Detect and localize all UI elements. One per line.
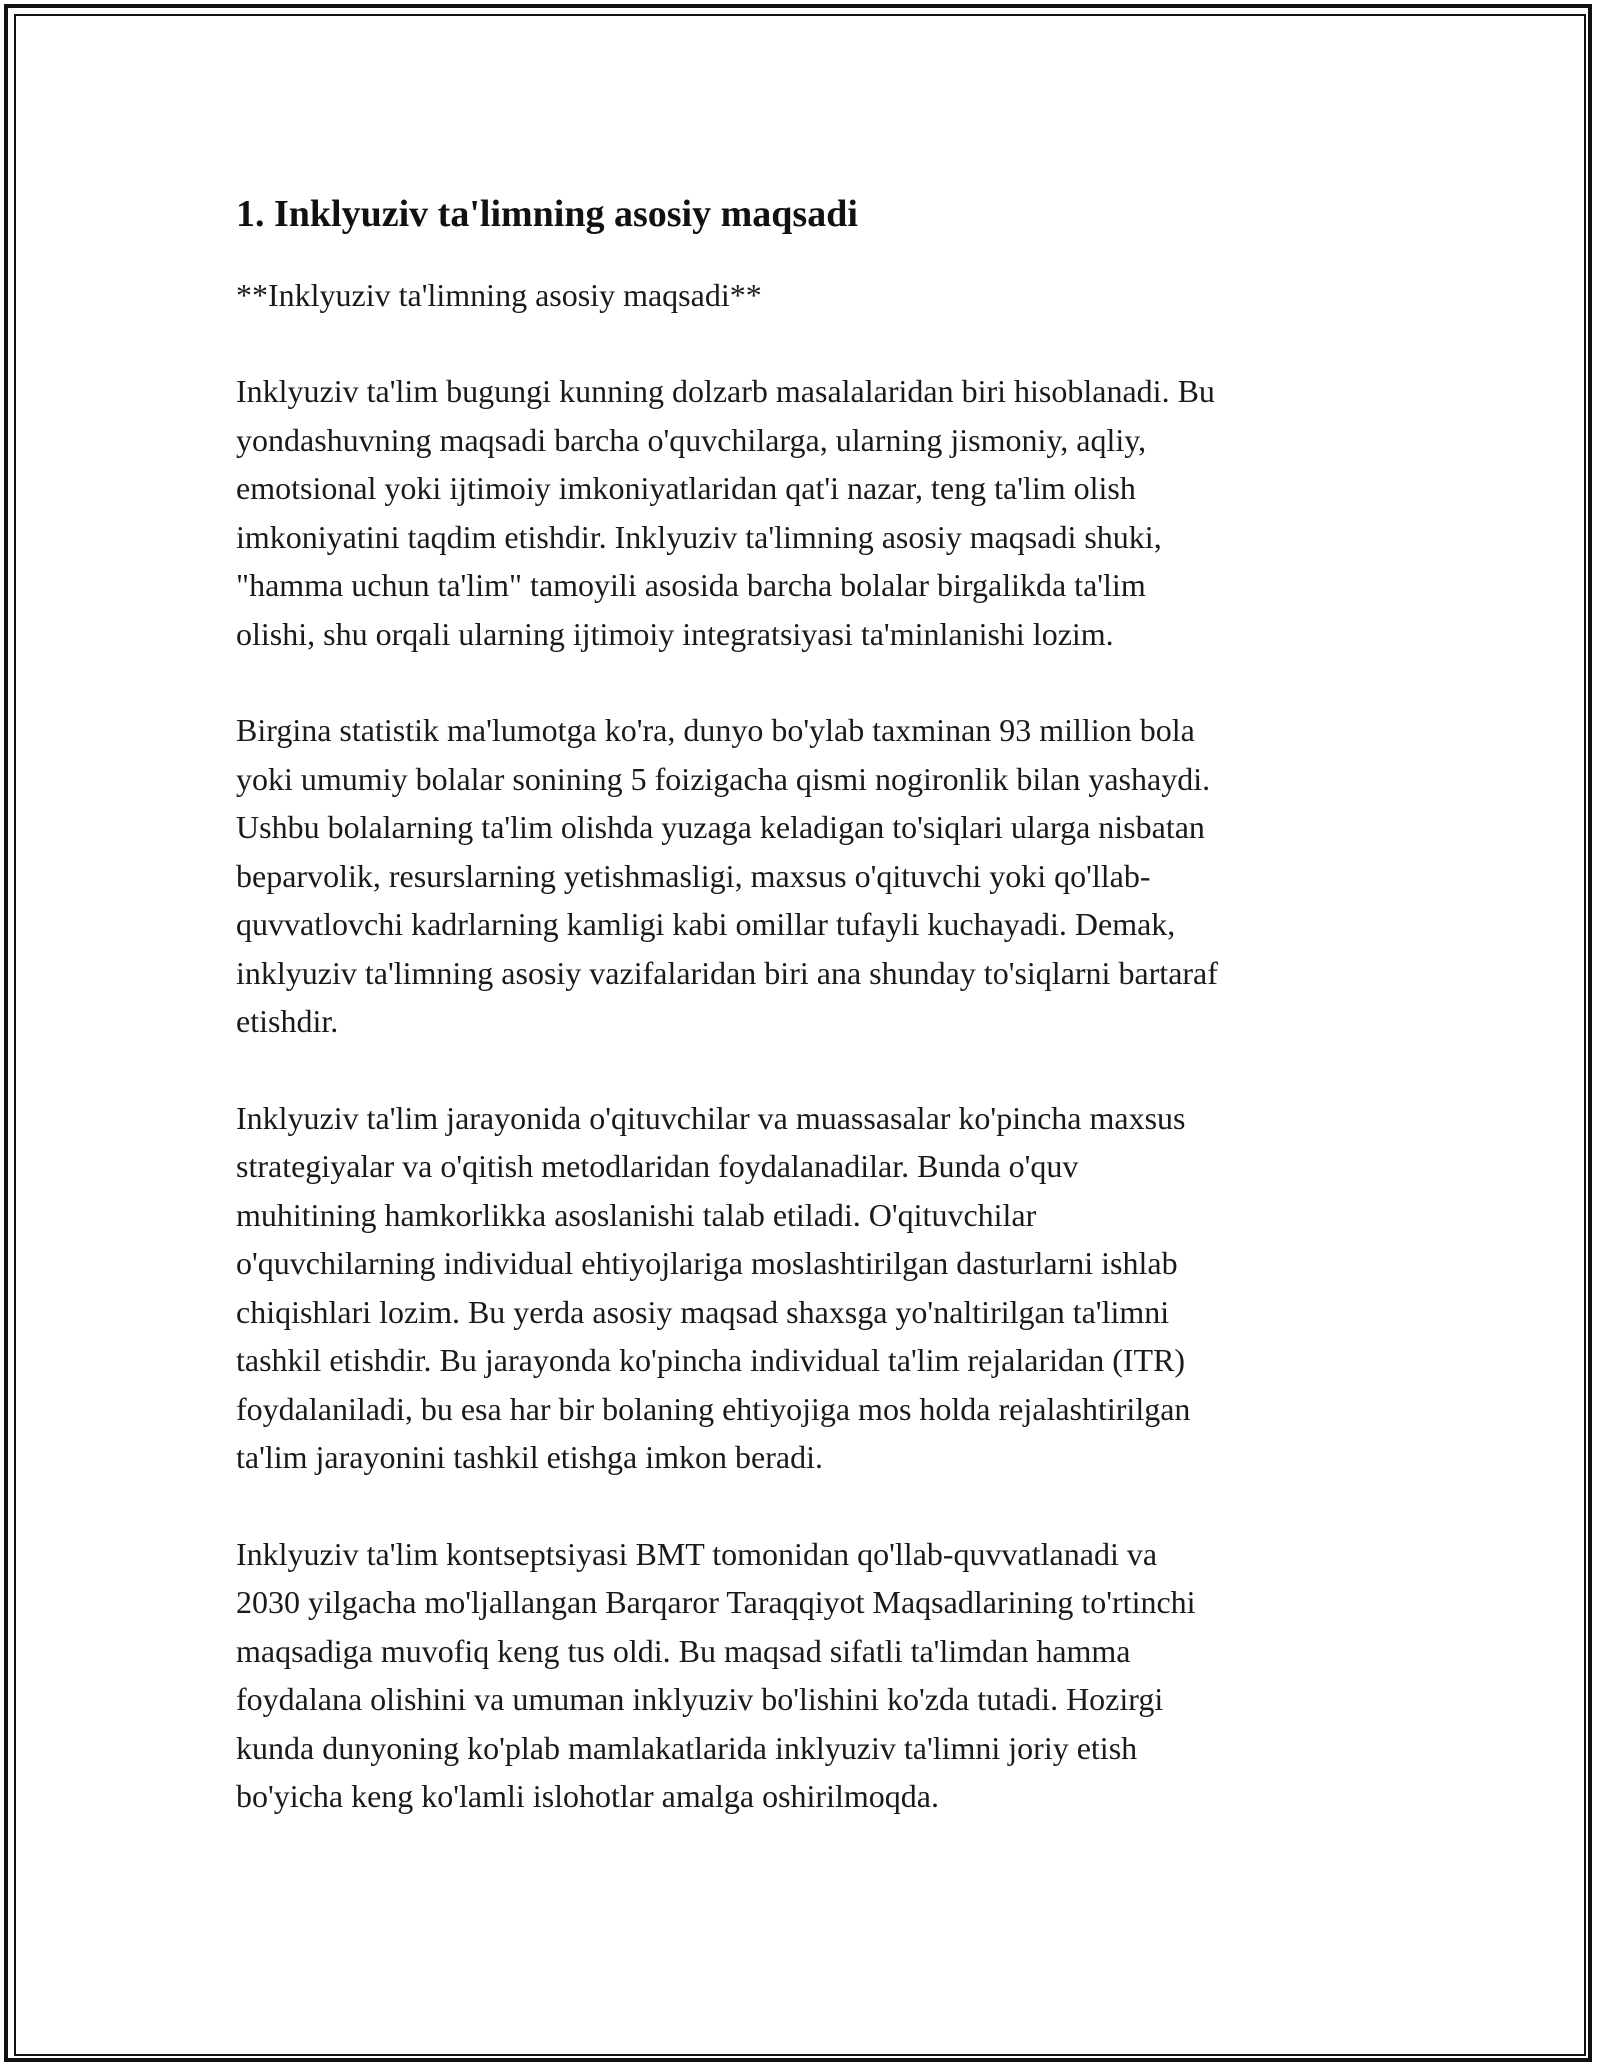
body-paragraph bbox=[236, 367, 1366, 658]
paragraph-line: Inklyuziv ta'lim kontseptsiyasi BMT tomonidan qo'llab-quvvatlanadi va bbox=[236, 1535, 1158, 1572]
paragraph-line: tashkil etishdir. Bu jarayonda ko'pincha individual ta'lim rejalaridan (ITR) bbox=[236, 1342, 1186, 1378]
paragraph-line: yoki umumiy bolalar sonining 5 foizigacha qismi nogironlik bilan yashaydi. bbox=[236, 760, 1211, 797]
paragraph-line: Birgina statistik ma'lumotga ko'ra, dunyo bo'ylab taxminan 93 million bola bbox=[236, 712, 1195, 748]
body-paragraph bbox=[236, 1530, 1366, 1821]
section-subtitle: **Inklyuziv ta'limning asosiy maqsadi** bbox=[236, 277, 762, 313]
paragraph-line: foydalana olishini va umuman inklyuziv bo'lishini ko'zda tutadi. Hozirgi bbox=[236, 1681, 1164, 1717]
paragraph-line: ta'lim jarayonini tashkil etishga imkon beradi. bbox=[236, 1439, 823, 1475]
paragraphs-container bbox=[236, 367, 1366, 1821]
paragraph-line: yondashuvning maqsadi barcha o'quvchilarga, ularning jismoniy, aqliy, bbox=[236, 421, 1147, 458]
paragraph-line: beparvolik, resurslarning yetishmasligi, maxsus o'qituvchi yoki qo'llab- bbox=[236, 857, 1151, 894]
paragraph-line: quvvatlovchi kadrlarning kamligi kabi omillar tufayli kuchayadi. Demak, bbox=[236, 906, 1176, 942]
document-content bbox=[236, 185, 1366, 1821]
paragraph-line: bo'yicha keng ko'lamli islohotlar amalga oshirilmoqda. bbox=[236, 1778, 939, 1814]
paragraph-line: strategiyalar va o'qitish metodlaridan foydalanadilar. Bunda o'quv bbox=[236, 1148, 1079, 1184]
paragraph-line: muhitining hamkorlikka asoslanishi talab etiladi. O'qituvchilar bbox=[236, 1196, 1037, 1233]
paragraph-line: inklyuziv ta'limning asosiy vazifalaridan biri ana shunday to'siqlarni bartaraf bbox=[236, 954, 1218, 991]
paragraph-line: 2030 yilgacha mo'ljallangan Barqaror Taraqqiyot Maqsadlarining to'rtinchi bbox=[236, 1584, 1196, 1620]
paragraph-line: chiqishlari lozim. Bu yerda asosiy maqsad shaxsga yo'naltirilgan ta'limni bbox=[236, 1293, 1170, 1330]
body-paragraph bbox=[236, 706, 1366, 1046]
paragraph-line: "hamma uchun ta'lim" tamoyili asosida barcha bolalar birgalikda ta'lim bbox=[236, 567, 1146, 603]
paragraph-line: o'quvchilarning individual ehtiyojlariga moslashtirilgan dasturlarni ishlab bbox=[236, 1245, 1178, 1281]
paragraph-line: imkoniyatini taqdim etishdir. Inklyuziv ta'limning asosiy maqsadi shuki, bbox=[236, 518, 1162, 555]
paragraph-line: kunda dunyoning ko'plab mamlakatlarida inklyuziv ta'limni joriy etish bbox=[236, 1729, 1138, 1766]
paragraph-line: Ushbu bolalarning ta'lim olishda yuzaga keladigan to'siqlari ularga nisbatan bbox=[236, 809, 1205, 845]
section-heading: 1. Inklyuziv ta'limning asosiy maqsadi bbox=[236, 193, 858, 235]
paragraph-line: etishdir. bbox=[236, 1003, 339, 1039]
paragraph-line: maqsadiga muvofiq keng tus oldi. Bu maqsad sifatli ta'limdan hamma bbox=[236, 1632, 1131, 1669]
paragraph-line: foydalaniladi, bu esa har bir bolaning ehtiyojiga mos holda rejalashtirilgan bbox=[236, 1390, 1191, 1427]
paragraph-line: emotsional yoki ijtimoiy imkoniyatlaridan qat'i nazar, teng ta'lim olish bbox=[236, 470, 1136, 506]
paragraph-line: Inklyuziv ta'lim bugungi kunning dolzarb masalalaridan biri hisoblanadi. Bu bbox=[236, 373, 1215, 409]
body-paragraph bbox=[236, 1094, 1366, 1482]
paragraph-line: Inklyuziv ta'lim jarayonida o'qituvchilar va muassasalar ko'pincha maxsus bbox=[236, 1099, 1186, 1136]
paragraph-line: olishi, shu orqali ularning ijtimoiy integratsiyasi ta'minlanishi lozim. bbox=[236, 615, 1114, 652]
